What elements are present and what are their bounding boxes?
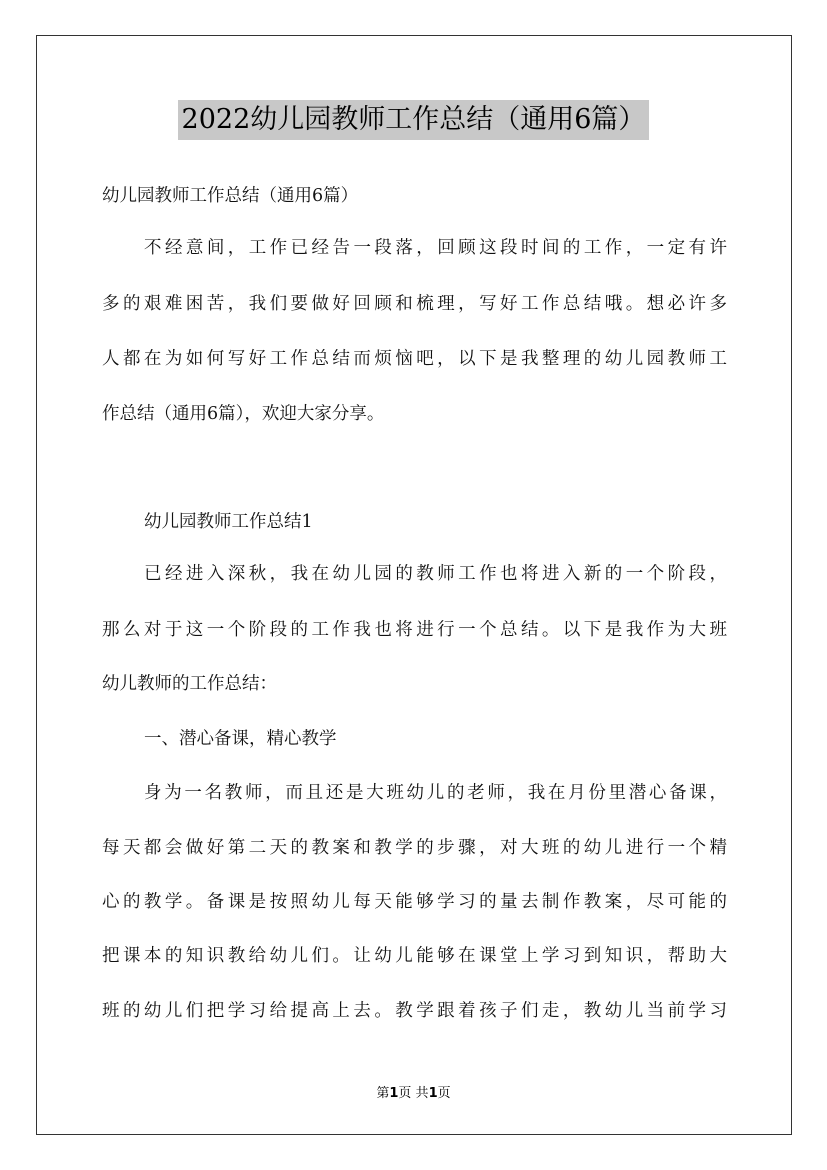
page-footer: [0, 1082, 827, 1101]
total-page-number: 1: [428, 1086, 438, 1101]
paragraph-line: 不经意间，工作已经告一段落，回顾这段时间的工作，一定有许: [144, 238, 727, 258]
subtitle-line: 幼儿园教师工作总结（通用6篇）: [102, 186, 359, 206]
paragraph-line: 那么对于这一个阶段的工作我也将进行一个总结。以下是我作为大班: [102, 620, 727, 640]
section-heading: 幼儿园教师工作总结1: [144, 512, 313, 532]
footer-suffix: 页: [437, 1086, 451, 1101]
title-container: [0, 100, 827, 140]
current-page-number: 1: [389, 1086, 399, 1101]
paragraph-line: 心的教学。备课是按照幼儿每天能够学习的量去制作教案，尽可能的: [102, 892, 727, 912]
paragraph-line: 已经进入深秋，我在幼儿园的教师工作也将进入新的一个阶段，: [144, 564, 727, 584]
document-title: 2022幼儿园教师工作总结（通用6篇）: [178, 100, 650, 140]
paragraph-line: 作总结（通用6篇），欢迎大家分享。: [102, 404, 385, 424]
paragraph-line: 把课本的知识教给幼儿们。让幼儿能够在课堂上学习到知识，帮助大: [102, 946, 727, 966]
paragraph-line: 每天都会做好第二天的教案和教学的步骤，对大班的幼儿进行一个精: [102, 838, 727, 858]
paragraph-line: 班的幼儿们把学习给提高上去。教学跟着孩子们走，教幼儿当前学习: [102, 1001, 727, 1021]
paragraph-line: 身为一名教师，而且还是大班幼儿的老师，我在月份里潜心备课，: [144, 783, 727, 803]
footer-prefix: 第: [376, 1086, 390, 1101]
paragraph-line: 多的艰难困苦，我们要做好回顾和梳理，写好工作总结哦。想必许多: [102, 294, 727, 314]
paragraph-line: 人都在为如何写好工作总结而烦恼吧，以下是我整理的幼儿园教师工: [102, 349, 727, 369]
paragraph-line: 幼儿教师的工作总结：: [102, 674, 277, 694]
footer-mid: 页 共: [398, 1086, 429, 1101]
subsection-heading: 一、潜心备课，精心教学: [144, 729, 337, 749]
